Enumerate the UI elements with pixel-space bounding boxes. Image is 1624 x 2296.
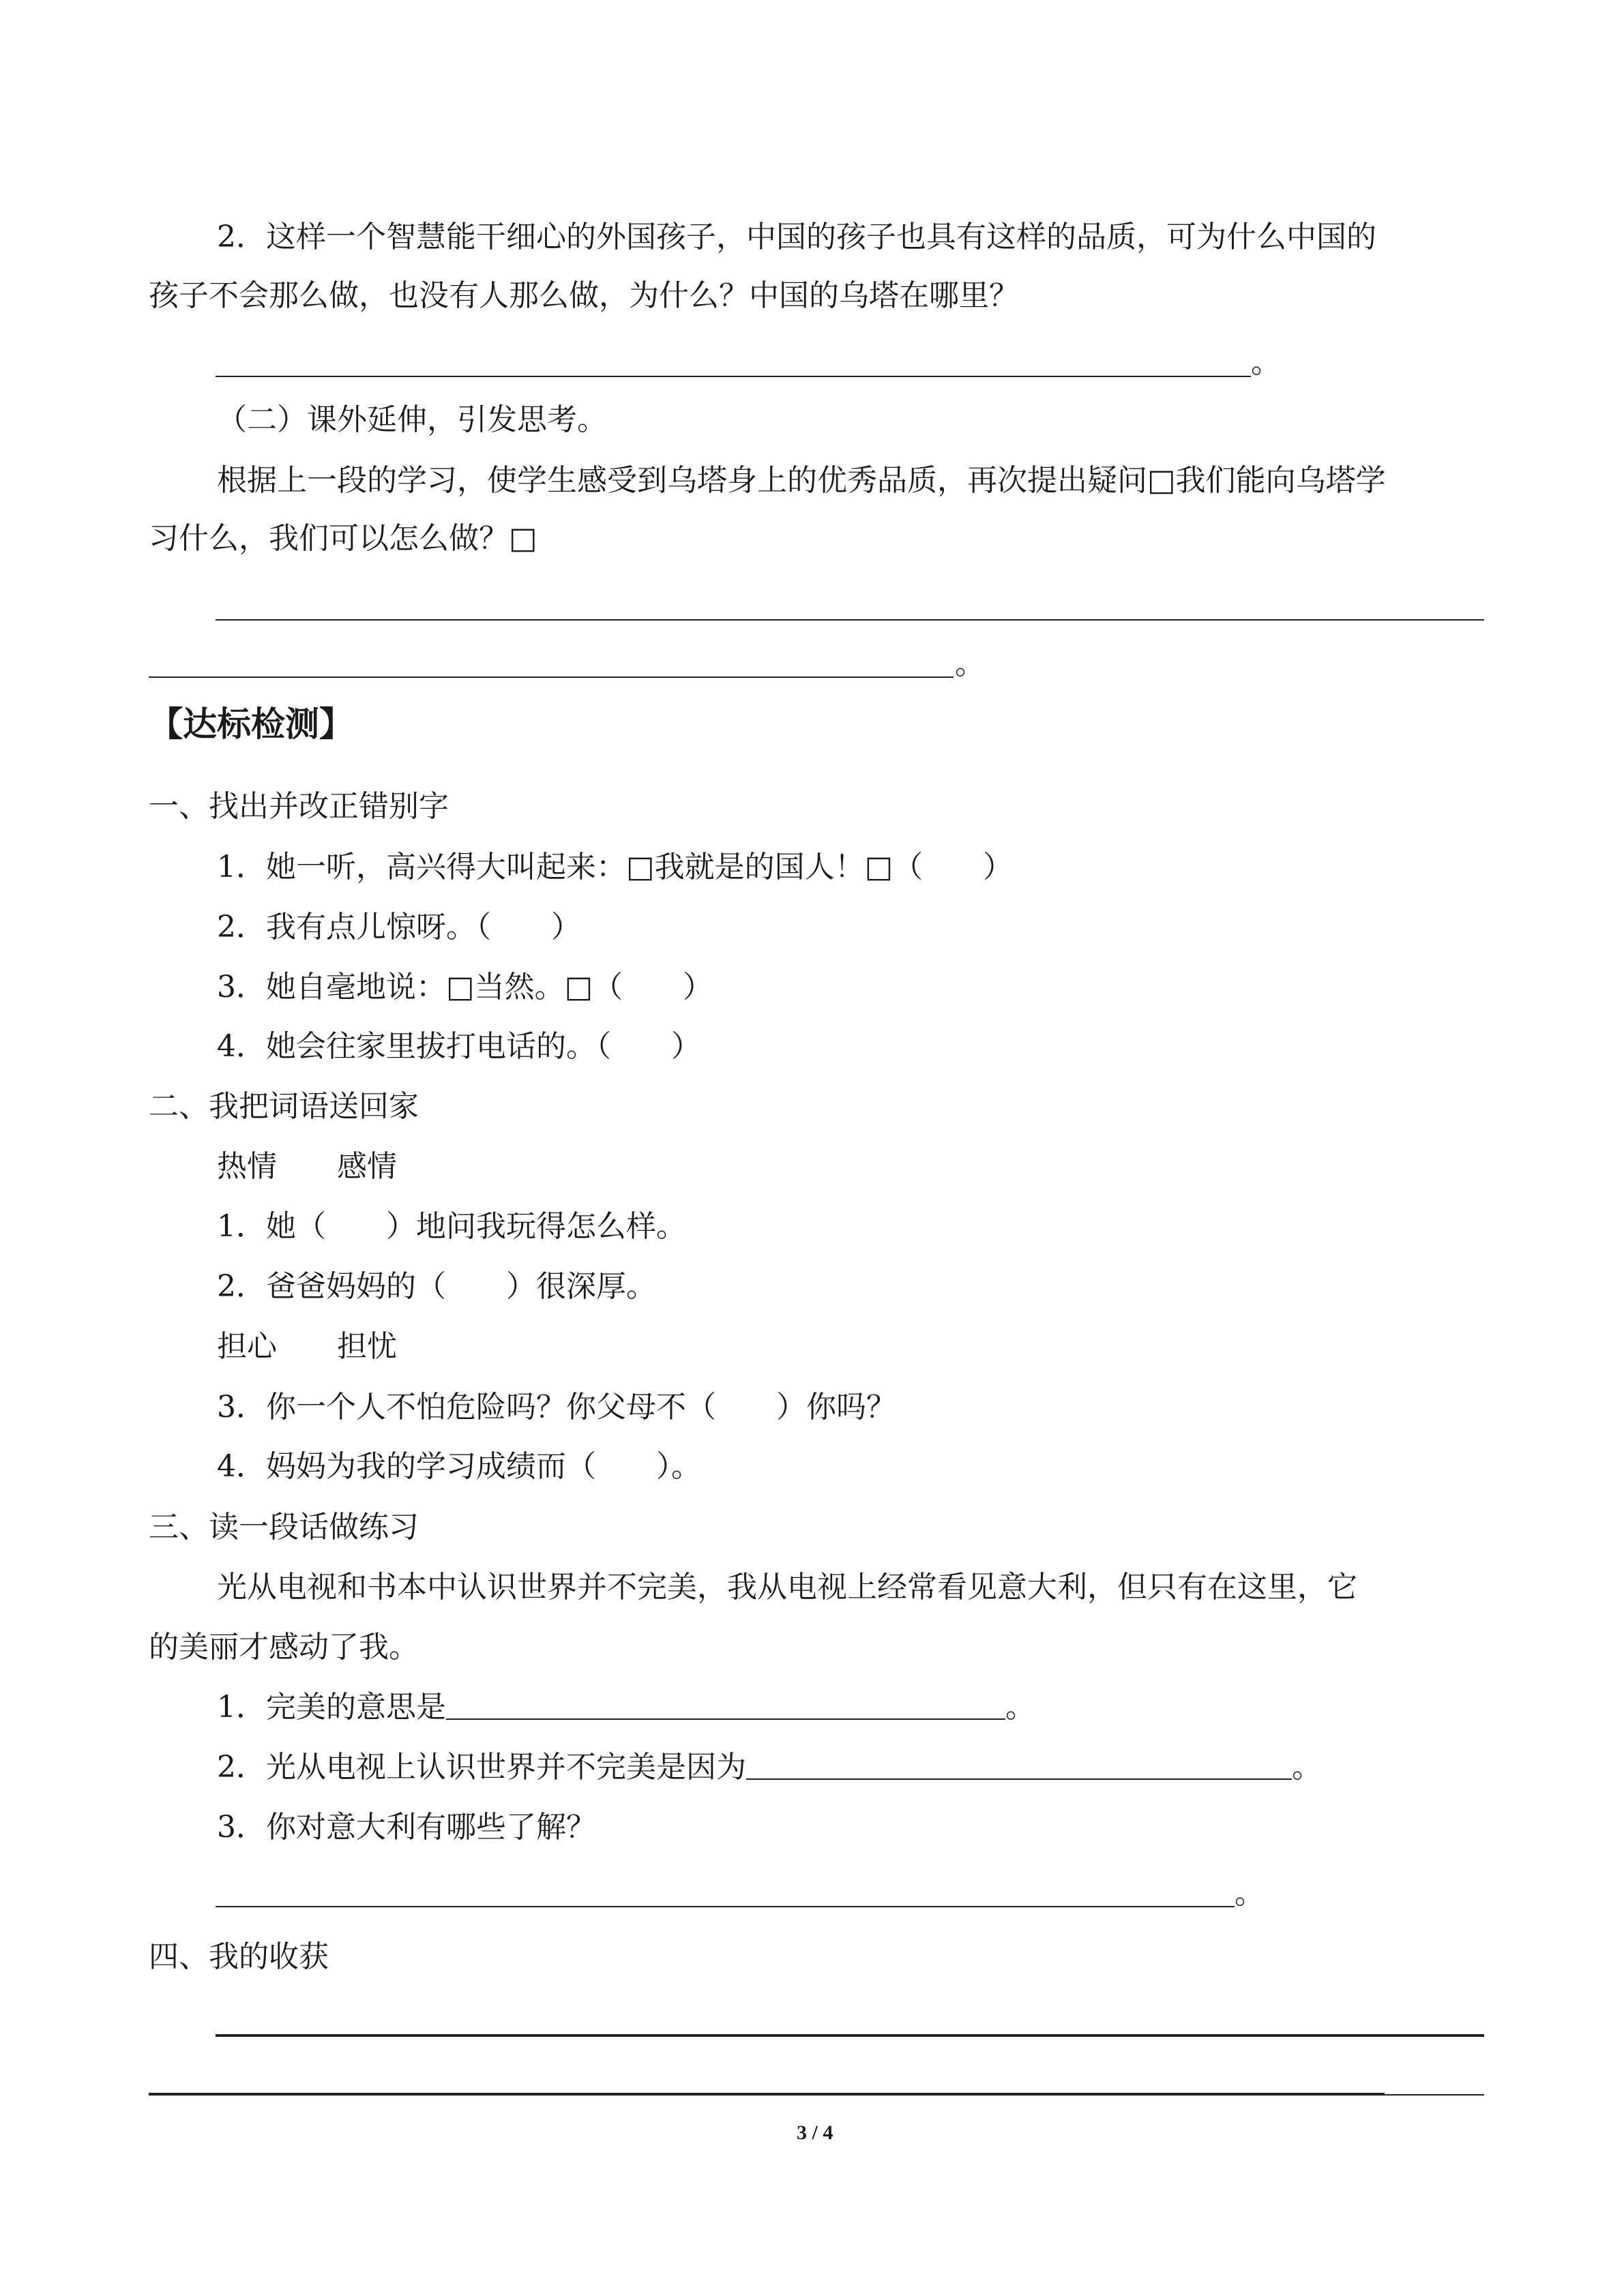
part-2-title: 二、我把词语送回家 xyxy=(149,1089,419,1124)
part-3-passage-line2: 的美丽才感动了我。 xyxy=(149,1630,419,1665)
part-1-item-1: 1．她一听，高兴得大叫起来：□我就是的国人！□（ ） xyxy=(217,850,1014,884)
part-3-q1-label: 1．完美的意思是 xyxy=(217,1690,446,1725)
section-2-line1: 根据上一段的学习，使学生感受到乌塔身上的优秀品质，再次提出疑问□我们能向乌塔学 xyxy=(217,463,1386,498)
q2-answer-end: 。 xyxy=(1251,345,1281,380)
part-3-title: 三、读一段话做练习 xyxy=(149,1510,419,1545)
part-1-title: 一、找出并改正错别字 xyxy=(149,789,449,824)
part-2-item-3: 3．你一个人不怕危险吗？你父母不（ ）你吗？ xyxy=(217,1390,896,1425)
section-2-answer-line-1[interactable] xyxy=(216,619,1484,621)
part-3-q3-answer-line[interactable] xyxy=(216,1906,1235,1907)
part-4-answer-line-1[interactable] xyxy=(216,2034,1484,2037)
section-2-title: （二）课外延伸，引发思考。 xyxy=(217,402,607,437)
section-2-answer-end: 。 xyxy=(955,646,985,681)
part-2-words-1: 热情 感情 xyxy=(217,1149,397,1184)
q2-line1: 2．这样一个智慧能干细心的外国孩子，中国的孩子也具有这样的品质，可为什么中国的 xyxy=(217,220,1376,254)
part-4-answer-line-2-tail[interactable] xyxy=(1385,2094,1484,2096)
part-2-item-1: 1．她（ ）地问我玩得怎么样。 xyxy=(217,1209,686,1244)
part-1-item-4: 4．她会往家里拔打电话的。（ ） xyxy=(217,1029,701,1064)
part-2-item-2: 2．爸爸妈妈的（ ）很深厚。 xyxy=(217,1269,656,1304)
q2-line2: 孩子不会那么做，也没有人那么做，为什么？中国的乌塔在哪里？ xyxy=(149,278,1019,313)
q2-answer-line[interactable] xyxy=(216,376,1251,377)
part-3-q2-label: 2．光从电视上认识世界并不完美是因为 xyxy=(217,1750,746,1785)
part-2-words-2: 担心 担忧 xyxy=(217,1329,397,1364)
part-1-item-2: 2．我有点儿惊呀。（ ） xyxy=(217,910,581,944)
part-1-item-3: 3．她自毫地说：□当然。□（ ） xyxy=(217,970,713,1004)
part-4-title: 四、我的收获 xyxy=(149,1939,329,1974)
part-4-answer-line-2[interactable] xyxy=(149,2093,1385,2096)
part-2-item-4: 4．妈妈为我的学习成绩而（ ）。 xyxy=(217,1449,701,1484)
part-3-q2-end: 。 xyxy=(1292,1750,1322,1785)
section-2-line2: 习什么，我们可以怎么做？□ xyxy=(149,521,537,556)
part-3-q2-blank[interactable] xyxy=(746,1748,1292,1780)
page-number: 3 / 4 xyxy=(797,2121,833,2144)
part-3-passage-line1: 光从电视和书本中认识世界并不完美，我从电视上经常看见意大利，但只有在这里，它 xyxy=(217,1570,1357,1605)
part-3-q2 xyxy=(217,1747,1322,1788)
section-2-answer-line-2[interactable] xyxy=(149,676,954,678)
part-3-q1-end: 。 xyxy=(1005,1690,1035,1725)
part-3-q1-blank[interactable] xyxy=(446,1688,1005,1720)
test-heading: 【达标检测】 xyxy=(149,704,353,744)
part-3-q3: 3．你对意大利有哪些了解？ xyxy=(217,1810,596,1845)
part-3-q3-end: 。 xyxy=(1235,1876,1265,1911)
part-3-q1 xyxy=(217,1687,1035,1728)
